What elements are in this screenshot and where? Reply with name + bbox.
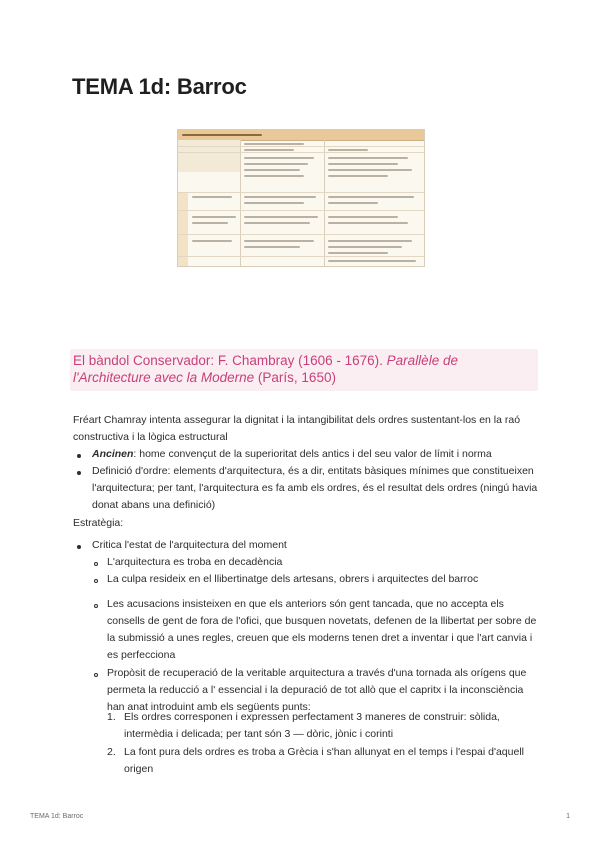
table-text-line xyxy=(182,134,262,136)
table-divider xyxy=(240,140,241,266)
list-number: 1. xyxy=(107,711,116,723)
heading-place-date: (París, 1650) xyxy=(254,370,336,385)
table-text-line xyxy=(244,246,300,248)
bullet-dot xyxy=(77,545,81,549)
bullet-dot xyxy=(77,454,81,458)
page-title: TEMA 1d: Barroc xyxy=(72,74,247,99)
sub-list-item: L'arquitectura es troba en decadència xyxy=(107,556,283,568)
table-text-line xyxy=(328,240,412,242)
comparison-table-image xyxy=(177,129,425,267)
list-item: Definició d'ordre: elements d'arquitectura, és a dir, entitats bàsiques mínimes que constitueixen l'arquitectura; per tant, l'arquitectura es fa amb els ordres, és el resultat dels ordres (ningú havia donat abans una definició) xyxy=(92,465,538,511)
table-text-line xyxy=(328,216,398,218)
table-text-line xyxy=(328,196,414,198)
numbered-item: Els ordres corresponen i expressen perfectament 3 maneres de construir: sòlida, intermèdia i delicada; per tant són 3 — dòric, jònic i corinti xyxy=(124,711,500,740)
table-text-line xyxy=(244,222,310,224)
table-text-line xyxy=(244,216,318,218)
list-item xyxy=(92,446,532,463)
table-row-line xyxy=(178,256,424,257)
table-text-line xyxy=(192,240,232,242)
sub-list-item: La culpa resideix en el llibertinatge dels artesans, obrers i arquitectes del barroc xyxy=(107,573,479,585)
term: Ancinen xyxy=(92,448,134,460)
footer-page-number: 1 xyxy=(566,813,570,820)
table-text-line xyxy=(192,222,228,224)
table-text-line xyxy=(328,163,398,165)
table-text-line xyxy=(328,246,402,248)
intro-paragraph: Fréart Chamray intenta assegurar la dignitat i la intangibilitat dels ordres sustentant-los en la raó constructiva i la lògica estructural xyxy=(73,414,521,443)
table-label-block xyxy=(178,140,240,172)
table-text-line xyxy=(192,216,236,218)
table-text-line xyxy=(244,163,308,165)
table-text-line xyxy=(244,169,300,171)
footer-title: TEMA 1d: Barroc xyxy=(30,813,84,820)
table-text-line xyxy=(244,175,304,177)
table-row-line xyxy=(178,146,424,147)
list-number: 2. xyxy=(107,746,116,758)
table-text-line xyxy=(328,252,388,254)
numbered-item: La font pura dels ordres es troba a Grècia i s'han allunyat en el temps i l'espai d'aquell origen xyxy=(124,746,524,775)
table-text-line xyxy=(328,260,416,262)
heading-book-title: Parallèle de l'Architecture avec la Moderne xyxy=(73,353,458,385)
table-text-line xyxy=(328,202,378,204)
table-text-line xyxy=(244,196,316,198)
bullet-dot xyxy=(77,471,81,475)
table-text-line xyxy=(244,143,304,145)
list-item: Critica l'estat de l'arquitectura del moment xyxy=(92,539,287,551)
table-side-column xyxy=(178,192,188,266)
item-text: : home convençut de la superioritat dels antics i del seu valor de límit i norma xyxy=(133,448,492,460)
sub-bullet-circle xyxy=(94,562,98,566)
strategy-label: Estratègia: xyxy=(73,517,124,529)
table-text-line xyxy=(244,157,314,159)
table-row-line xyxy=(178,192,424,193)
table-text-line xyxy=(328,157,408,159)
table-text-line xyxy=(328,175,388,177)
table-text-line xyxy=(244,240,314,242)
table-text-line xyxy=(328,222,408,224)
sub-bullet-circle xyxy=(94,673,98,677)
table-text-line xyxy=(244,202,304,204)
sub-bullet-circle xyxy=(94,579,98,583)
sub-bullet-circle xyxy=(94,604,98,608)
table-row-line xyxy=(178,234,424,235)
table-text-line xyxy=(192,196,232,198)
sub-list-item: Les acusacions insisteixen en que els anteriors són gent tancada, que no accepta els consells de gent de fora de l'ofici, que busquen novetats, defenen de la llibertat per sobre de la submissió a unes regles, creuen que els moderns tenen dret a inventar i que l'art canvia i es perfecciona xyxy=(107,598,537,661)
table-text-line xyxy=(328,169,412,171)
sub-list-item: Propòsit de recuperació de la veritable arquitectura a través d'una tornada als orígens que permeta la reducció a l' essencial i la depuració de tot allò que el capritx i la inconsciència han anat introduint amb els següents punts: xyxy=(107,667,527,713)
table-divider xyxy=(324,140,325,266)
table-text-line xyxy=(244,149,294,151)
table-row-line xyxy=(178,210,424,211)
section-heading xyxy=(73,352,533,386)
heading-text: El bàndol Conservador: F. Chambray (1606 - 1676). xyxy=(73,353,387,368)
table-text-line xyxy=(328,149,368,151)
table-row-line xyxy=(178,152,424,153)
